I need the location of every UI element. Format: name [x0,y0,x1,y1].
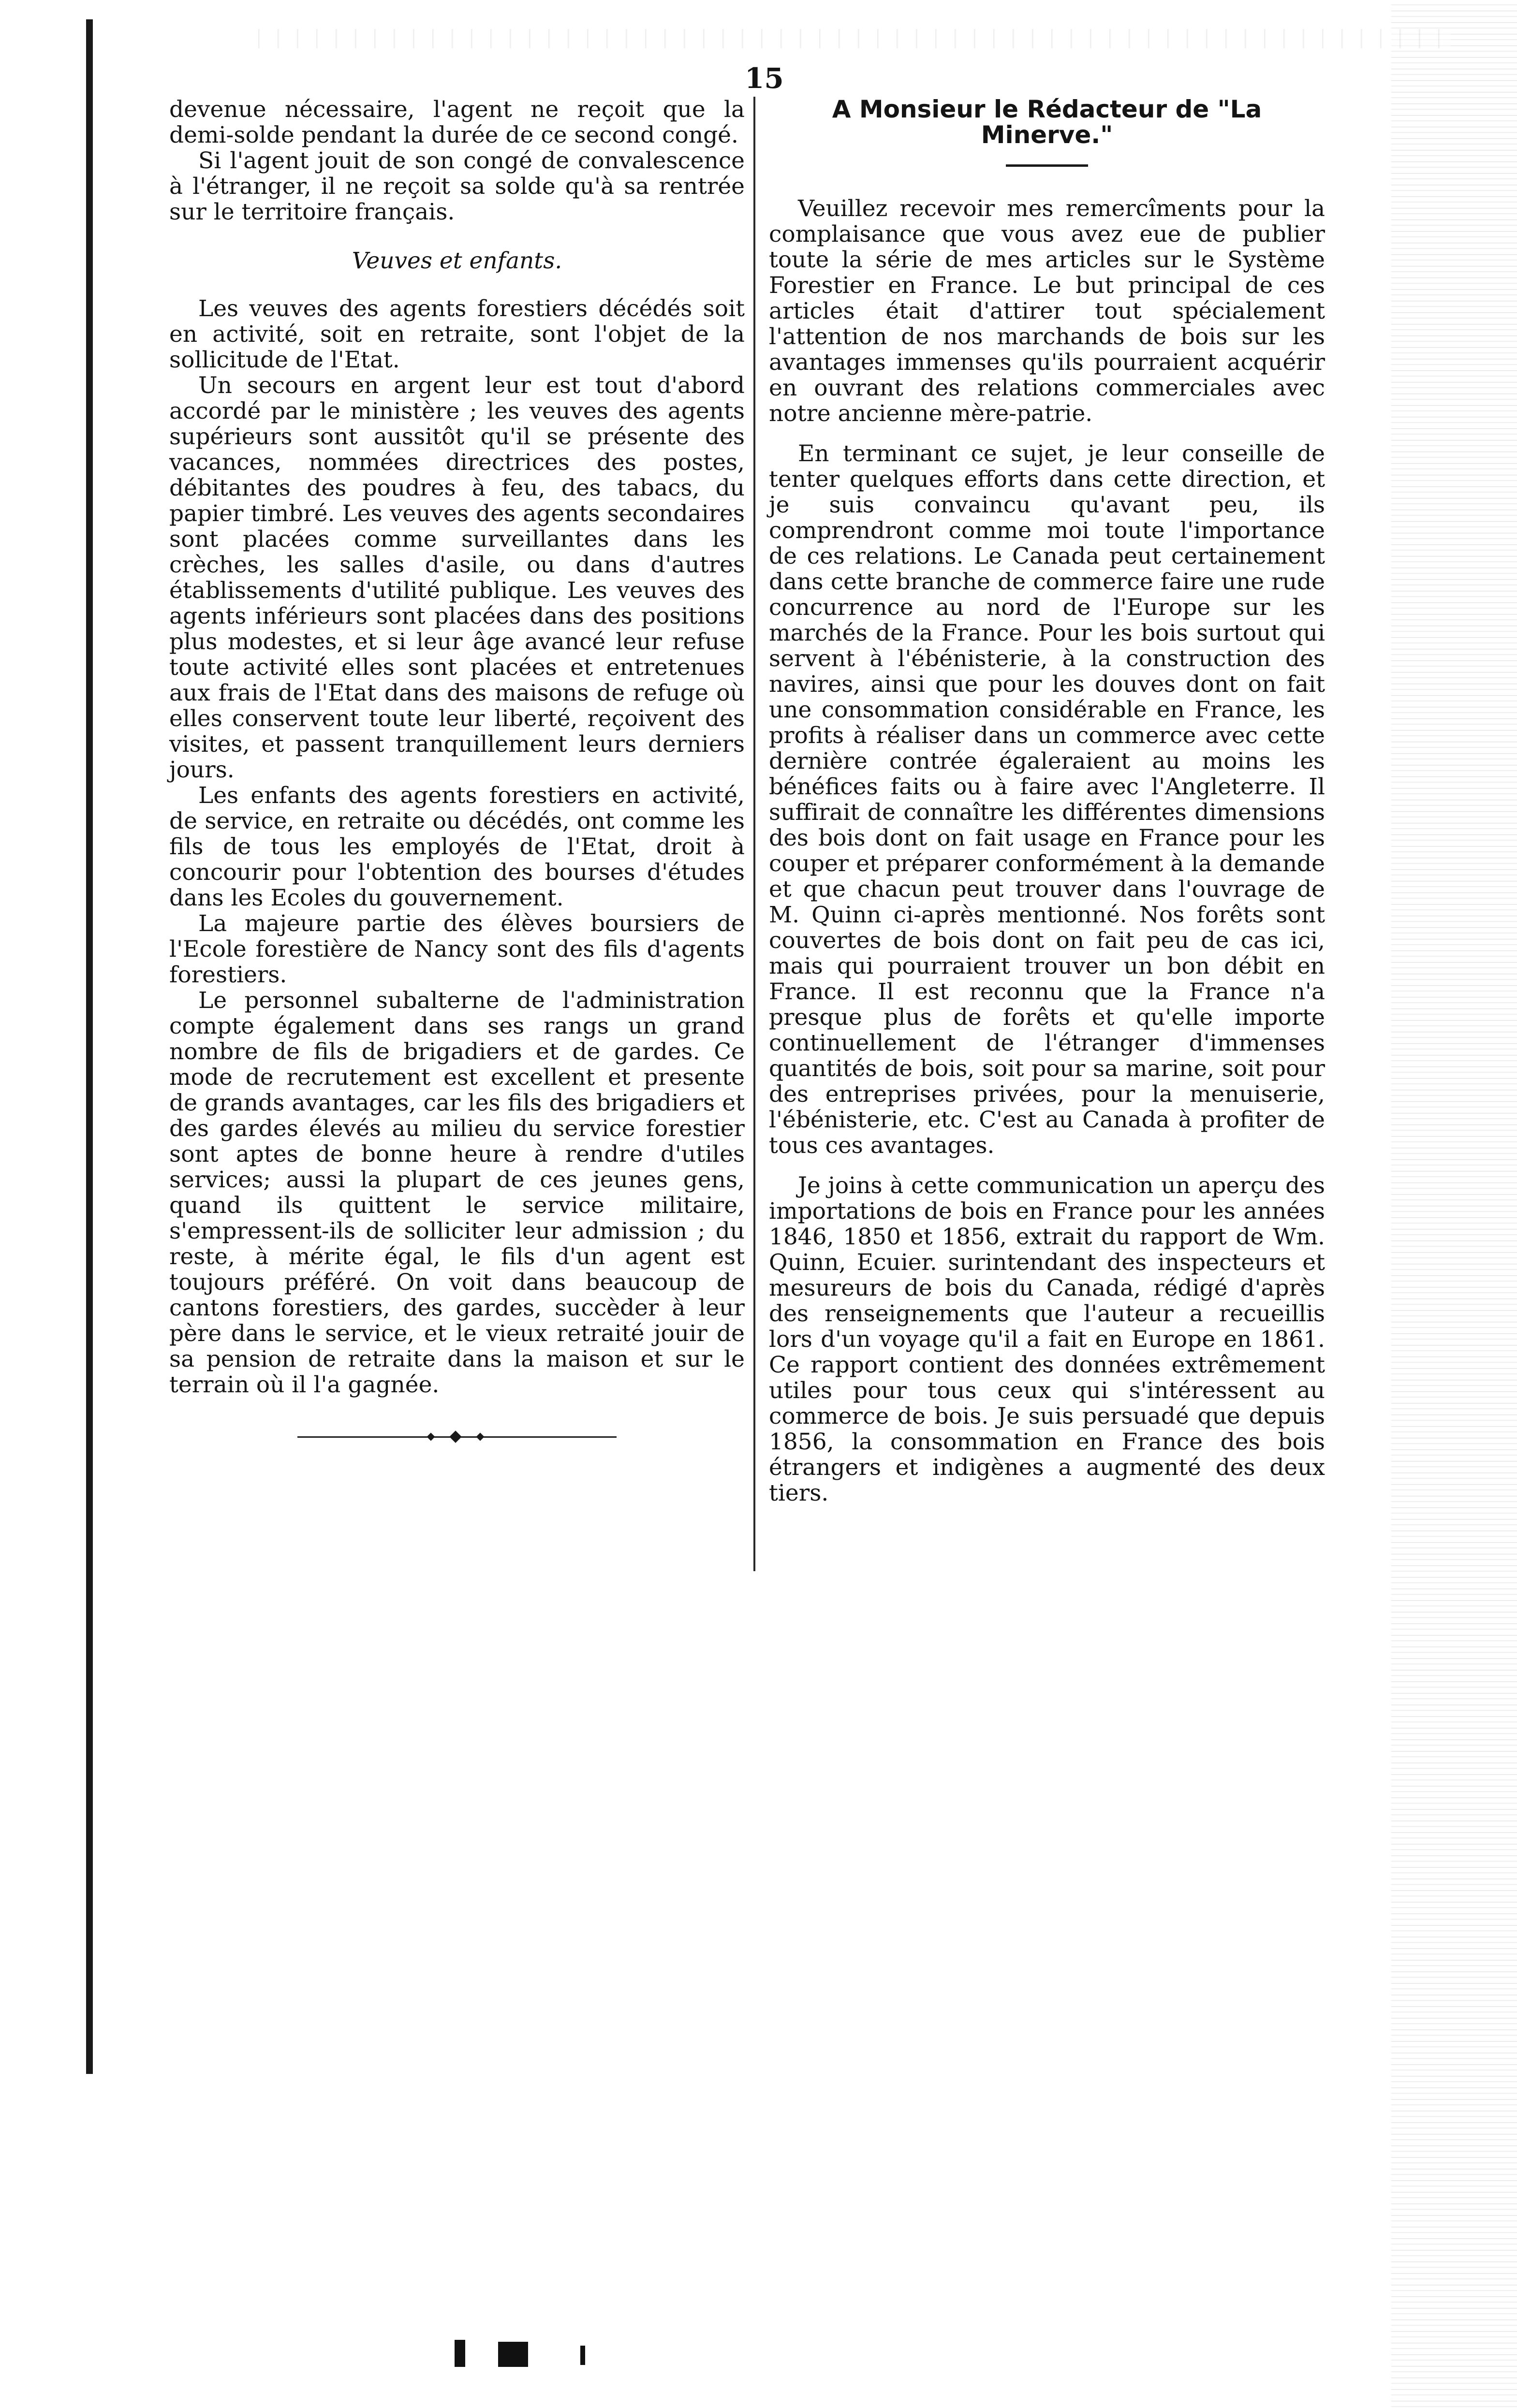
left-paragraph: Un secours en argent leur est tout d'abord accordé par le ministère ; les veuves des agents supérieurs sont aussitôt qu'il se présente des vacances, nommées directrices des postes, débitantes des poudres à feu, des tabacs, du papier timbré. Les veuves des agents secondaires sont placées comme surveillantes dans les crèches, les salles d'asile, ou dans d'autres établissements d'utilité publique. Les veuves des agents inférieurs sont placées dans des positions plus modestes, et si leur âge avancé leur refuse toute activité elles sont placées et entretenues aux frais de l'Etat dans des maisons de refuge où elles conservent toute leur liberté, reçoivent des visites, et passent tranquillement leurs derniers jours. [169,372,745,783]
left-paragraph: devenue nécessaire, l'agent ne reçoit que la demi-solde pendant la durée de ce second congé. [169,96,745,148]
letter-title: A Monsieur le Rédacteur de "La Minerve." [832,95,1262,149]
left-paragraph: Si l'agent jouit de son congé de convalescence à l'étranger, il ne reçoit sa solde qu'à sa rentrée sur le territoire français. [169,147,745,225]
title-rule [1006,164,1088,167]
right-paragraph: Je joins à cette communication un aperçu des importations de bois en France pour les années 1846, 1850 et 1856, extrait du rapport de Wm. Quinn, Ecuier. surintendant des inspecteurs et mesureurs de bois du Canada, rédigé d'après des renseignements que l'auteur a recueillis lors d'un voyage qu'il a fait en Europe en 1861. Ce rapport contient des données extrêmement utiles pour tous ceux qui s'intéressent au commerce de bois. Je suis persuadé que depuis 1856, la consommation en France des bois étrangers et indigènes a augmenté des deux tiers. [769,1172,1325,1506]
scan-right-edge-noise [1391,0,1517,2408]
scan-mark [580,2346,585,2365]
section-title-widows-children: Veuves et enfants. [352,248,562,274]
end-ornament [297,1431,617,1442]
left-paragraph: Les enfants des agents forestiers en activité, de service, en retraite ou décédés, ont comme les fils de tous les employés de l'Etat, droit à concourir pour l'obtention des bourses d'études dans les Ecoles du gouvernement. [169,782,745,911]
column-divider [753,97,755,1571]
right-paragraph: Veuillez recevoir mes remercîments pour la complaisance que vous avez eue de publier toute la série de mes articles sur le Système Forestier en France. Le but principal de ces articles était d'attirer tout spécialement l'attention de nos marchands de bois sur les avantages immenses qu'ils pourraient acquérir en ouvrant des relations commerciales avec notre ancienne mère-patrie. [769,195,1325,427]
left-paragraph: Le personnel subalterne de l'administration compte également dans ses rangs un grand nombre de fils de brigadiers et de gardes. Ce mode de recrutement est excellent et presente de grands avantages, car les fils des brigadiers et des gardes élevés au milieu du service forestier sont aptes de bonne heure à rendre d'utiles services; aussi la plupart de ces jeunes gens, quand ils quittent le service militaire, s'empressent-ils de solliciter leur admission ; du reste, à mérite égal, le fils d'un agent est toujours préféré. On voit dans beaucoup de cantons forestiers, des gardes, succèder à leur père dans le service, et le vieux retraité jouir de sa pension de retraite dans la maison et sur le terrain où il l'a gagnée. [169,987,745,1398]
right-column [769,97,1325,1506]
right-paragraph: En terminant ce sujet, je leur conseille de tenter quelques efforts dans cette direction, et je suis convaincu qu'avant peu, ils comprendront comme moi toute l'importance de ces relations. Le Canada peut certainement dans cette branche de commerce faire une rude concurrence au nord de l'Europe sur les marchés de la France. Pour les bois surtout qui servent à l'ébénisterie, à la construction des navires, ainsi que pour les douves dont on fait une consommation considérable en France, les profits à réaliser dans un commerce avec cette dernière contrée égaleraient au moins les bénéfices faits ou à faire avec l'Angleterre. Il suffirait de connaître les différentes dimensions des bois dont on fait usage en France pour les couper et préparer conformément à la demande et que chacun peut trouver dans l'ouvrage de M. Quinn ci-après mentionné. Nos forêts sont couvertes de bois dont on fait peu de cas ici, mais qui pourraient trouver un bon débit en France. Il est reconnu que la France n'a presque plus de forêts et qu'elle importe continuellement de l'étranger d'immenses quantités de bois, soit pour sa marine, soit pour des entreprises privées, pour la menuiserie, l'ébénisterie, etc. C'est au Canada à profiter de tous ces avantages. [769,440,1325,1159]
left-paragraph: Les veuves des agents forestiers décédés soit en activité, soit en retraite, sont l'objet de la sollicitude de l'Etat. [169,295,745,373]
scan-top-noise [251,29,1451,48]
scan-bottom-marks [455,2335,600,2369]
scan-mark [498,2342,528,2367]
ornament-dot [427,1433,435,1441]
scan-mark [455,2340,465,2367]
page-number: 15 [745,62,784,95]
scan-left-edge [86,19,93,2074]
left-paragraph: La majeure partie des élèves boursiers de l'Ecole forestière de Nancy sont des fils d'agents forestiers. [169,910,745,988]
left-column [169,97,745,1442]
ornament-diamond [449,1430,461,1443]
ornament-dot [476,1433,485,1441]
